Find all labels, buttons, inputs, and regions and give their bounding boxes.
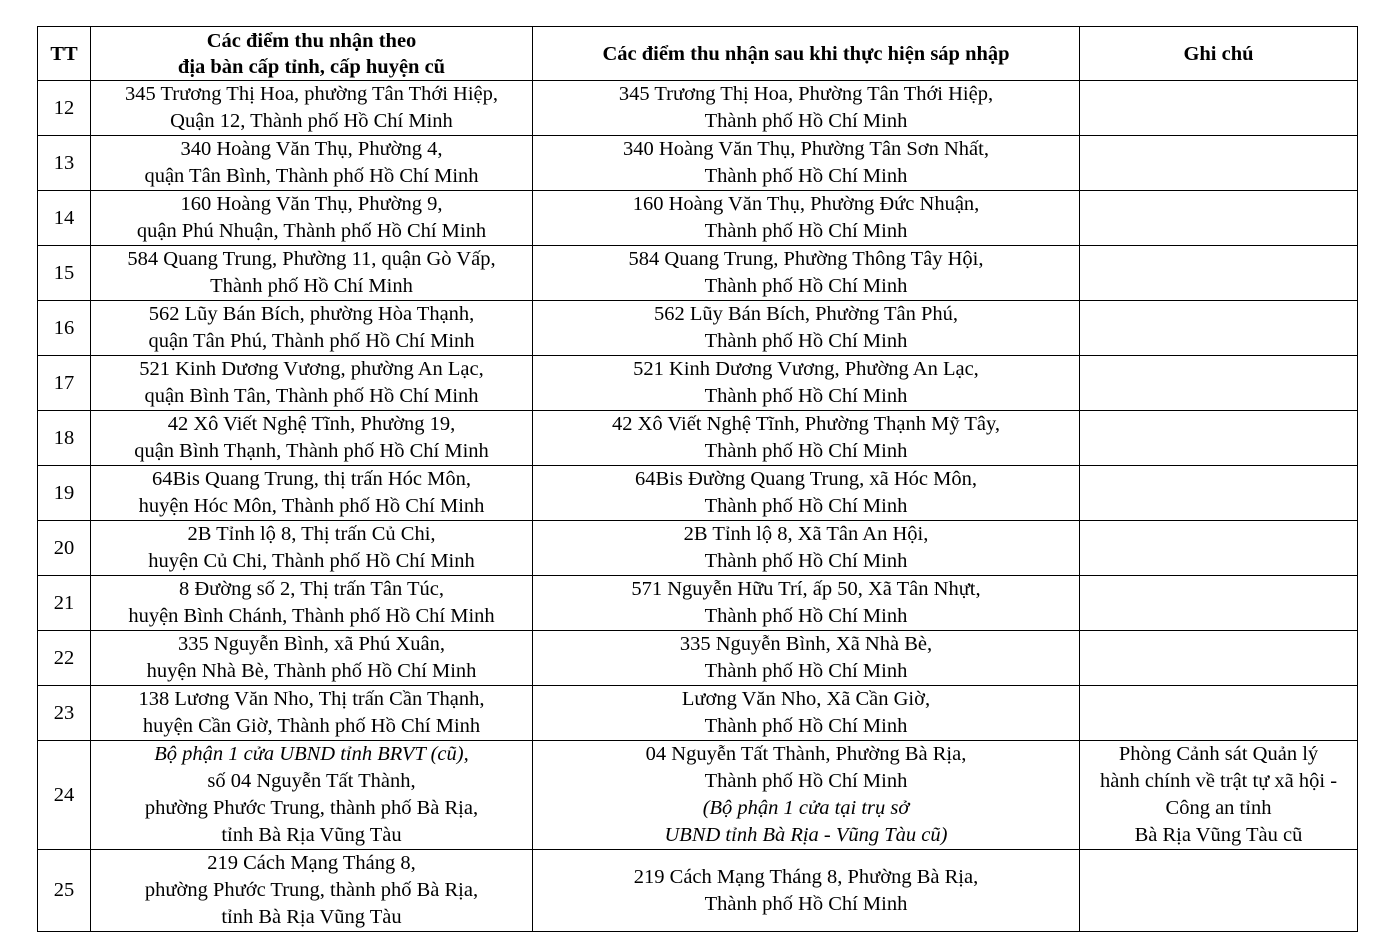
row-number: 16 [38,301,91,356]
note-cell [1080,466,1358,521]
old-location-line: quận Bình Thạnh, Thành phố Hồ Chí Minh [134,440,489,462]
new-location-cell [533,466,1080,521]
note-line: Công an tỉnh [1165,797,1272,819]
note-cell [1080,576,1358,631]
old-location-cell [91,850,533,932]
old-location-line: 584 Quang Trung, Phường 11, quận Gò Vấp, [127,248,496,270]
old-location-cell [91,301,533,356]
new-location-cell [533,631,1080,686]
new-location-line: 160 Hoàng Văn Thụ, Phường Đức Nhuận, [632,193,980,215]
old-location-line: quận Tân Phú, Thành phố Hồ Chí Minh [148,330,475,352]
new-location-cell [533,191,1080,246]
old-location-line: 345 Trương Thị Hoa, phường Tân Thới Hiệp, [124,83,499,105]
old-location-cell [91,741,533,850]
new-location-line: Thành phố Hồ Chí Minh [704,440,908,462]
table-row [38,741,1358,850]
note-line: Bà Rịa Vũng Tàu cũ [1134,824,1303,846]
note-cell [1080,741,1358,850]
old-location-cell [91,411,533,466]
old-location-cell [91,521,533,576]
new-location-line: 42 Xô Viết Nghệ Tĩnh, Phường Thạnh Mỹ Tây, [612,413,1000,435]
new-location-line: Thành phố Hồ Chí Minh [704,275,908,297]
note-cell [1080,246,1358,301]
new-location-line: Thành phố Hồ Chí Minh [704,385,908,407]
table-row [38,850,1358,932]
row-number: 19 [38,466,91,521]
table-row [38,136,1358,191]
table-row [38,631,1358,686]
old-location-line: 64Bis Quang Trung, thị trấn Hóc Môn, [152,468,471,490]
row-number: 13 [38,136,91,191]
new-location-cell [533,81,1080,136]
old-location-cell [91,686,533,741]
old-location-line: quận Tân Bình, Thành phố Hồ Chí Minh [144,165,479,187]
new-location-cell [533,521,1080,576]
table-header-row [38,27,1358,81]
new-location-cell [533,850,1080,932]
table-row [38,246,1358,301]
note-line: hành chính về trật tự xã hội - [1099,770,1338,792]
note-cell [1080,631,1358,686]
new-location-line: Thành phố Hồ Chí Minh [704,550,908,572]
old-location-line: tỉnh Bà Rịa Vũng Tàu [221,824,402,846]
note-line: Phòng Cảnh sát Quản lý [1118,743,1319,765]
old-location-line: quận Phú Nhuận, Thành phố Hồ Chí Minh [136,220,487,242]
old-location-line: 2B Tỉnh lộ 8, Thị trấn Củ Chi, [187,523,436,545]
old-location-line: huyện Nhà Bè, Thành phố Hồ Chí Minh [146,660,477,682]
table-body [38,81,1358,932]
new-location-line: 64Bis Đường Quang Trung, xã Hóc Môn, [635,468,977,490]
row-number: 25 [38,850,91,932]
old-location-line: số 04 Nguyễn Tất Thành, [207,770,416,792]
new-location-line: Thành phố Hồ Chí Minh [704,220,908,242]
new-location-line: 345 Trương Thị Hoa, Phường Tân Thới Hiệp, [618,83,994,105]
new-location-line: 571 Nguyễn Hữu Trí, ấp 50, Xã Tân Nhựt, [631,578,981,600]
address-table [37,26,1358,932]
new-location-cell [533,136,1080,191]
new-location-line: Lương Văn Nho, Xã Cần Giờ, [681,688,931,710]
new-location-cell [533,741,1080,850]
table-row [38,576,1358,631]
old-location-line: 8 Đường số 2, Thị trấn Tân Túc, [178,578,445,600]
table-row [38,521,1358,576]
old-location-cell [91,631,533,686]
new-location-line: Thành phố Hồ Chí Minh [704,110,908,132]
old-location-line: 340 Hoàng Văn Thụ, Phường 4, [180,138,443,160]
new-location-cell [533,576,1080,631]
old-location-line: huyện Củ Chi, Thành phố Hồ Chí Minh [148,550,475,572]
old-location-line: 219 Cách Mạng Tháng 8, [207,852,416,874]
new-location-line: Thành phố Hồ Chí Minh [704,605,908,627]
old-location-line: tỉnh Bà Rịa Vũng Tàu [221,906,402,928]
table-row [38,686,1358,741]
new-location-line: 521 Kinh Dương Vương, Phường An Lạc, [633,358,979,380]
old-location-cell [91,136,533,191]
old-location-line: Thành phố Hồ Chí Minh [210,275,413,297]
note-cell [1080,356,1358,411]
header-old-locations [91,27,533,81]
header-old-line-1: Các điểm thu nhận theo [206,29,417,52]
row-number: 14 [38,191,91,246]
note-cell [1080,81,1358,136]
new-location-line: 335 Nguyễn Bình, Xã Nhà Bè, [679,633,933,655]
old-location-cell [91,191,533,246]
row-number: 23 [38,686,91,741]
note-cell [1080,301,1358,356]
table-row [38,356,1358,411]
note-cell [1080,136,1358,191]
new-location-line: Thành phố Hồ Chí Minh [704,770,908,792]
table-row [38,191,1358,246]
old-location-line: phường Phước Trung, thành phố Bà Rịa, [144,797,479,819]
row-number: 17 [38,356,91,411]
old-location-line: 562 Lũy Bán Bích, phường Hòa Thạnh, [148,303,475,325]
new-location-line: Thành phố Hồ Chí Minh [704,495,908,517]
old-location-cell [91,81,533,136]
row-number: 18 [38,411,91,466]
old-location-cell [91,576,533,631]
old-location-line: huyện Bình Chánh, Thành phố Hồ Chí Minh [128,605,495,627]
new-location-line: UBND tỉnh Bà Rịa - Vũng Tàu cũ) [664,824,948,846]
new-location-line: Thành phố Hồ Chí Minh [704,165,908,187]
row-number: 20 [38,521,91,576]
note-cell [1080,521,1358,576]
new-location-line: 2B Tỉnh lộ 8, Xã Tân An Hội, [683,523,929,545]
old-location-cell [91,246,533,301]
table-row [38,411,1358,466]
note-cell [1080,686,1358,741]
row-number: 12 [38,81,91,136]
note-cell [1080,411,1358,466]
new-location-line: 340 Hoàng Văn Thụ, Phường Tân Sơn Nhất, [623,138,989,160]
new-location-line: 04 Nguyễn Tất Thành, Phường Bà Rịa, [645,743,967,765]
table-row [38,81,1358,136]
note-cell [1080,191,1358,246]
row-number: 15 [38,246,91,301]
new-location-cell [533,301,1080,356]
old-location-line: 335 Nguyễn Bình, xã Phú Xuân, [177,633,446,655]
old-location-line: 42 Xô Viết Nghệ Tĩnh, Phường 19, [167,413,456,435]
old-location-line: quận Bình Tân, Thành phố Hồ Chí Minh [144,385,479,407]
header-tt: TT [38,27,91,81]
old-location-cell [91,466,533,521]
row-number: 24 [38,741,91,850]
row-number: 22 [38,631,91,686]
note-cell [1080,850,1358,932]
table-row [38,301,1358,356]
new-location-line: Thành phố Hồ Chí Minh [704,715,908,737]
old-location-line: Quận 12, Thành phố Hồ Chí Minh [170,110,453,132]
new-location-line: Thành phố Hồ Chí Minh [704,892,908,915]
old-location-line: 521 Kinh Dương Vương, phường An Lạc, [139,358,484,380]
new-location-line: Thành phố Hồ Chí Minh [704,660,908,682]
new-location-cell [533,246,1080,301]
new-location-cell [533,356,1080,411]
header-new-locations: Các điểm thu nhận sau khi thực hiện sáp nhập [533,27,1080,81]
new-location-cell [533,686,1080,741]
row-number: 21 [38,576,91,631]
table-row [38,466,1358,521]
old-location-line: huyện Hóc Môn, Thành phố Hồ Chí Minh [138,495,485,517]
new-location-line: 219 Cách Mạng Tháng 8, Phường Bà Rịa, [633,865,979,888]
new-location-line: Thành phố Hồ Chí Minh [704,330,908,352]
new-location-line: 562 Lũy Bán Bích, Phường Tân Phú, [653,303,959,325]
new-location-line: (Bộ phận 1 cửa tại trụ sở [702,797,910,819]
new-location-line: 584 Quang Trung, Phường Thông Tây Hội, [628,248,984,270]
new-location-cell [533,411,1080,466]
old-location-cell [91,356,533,411]
old-location-line: 138 Lương Văn Nho, Thị trấn Cần Thạnh, [138,688,485,710]
old-location-line: Bộ phận 1 cửa UBND tỉnh BRVT (cũ), [154,743,469,765]
header-note: Ghi chú [1080,27,1358,81]
old-location-line: phường Phước Trung, thành phố Bà Rịa, [144,879,479,901]
old-location-line: huyện Cần Giờ, Thành phố Hồ Chí Minh [142,715,481,737]
header-old-line-2: địa bàn cấp tỉnh, cấp huyện cũ [177,55,446,78]
old-location-line: 160 Hoàng Văn Thụ, Phường 9, [180,193,443,215]
